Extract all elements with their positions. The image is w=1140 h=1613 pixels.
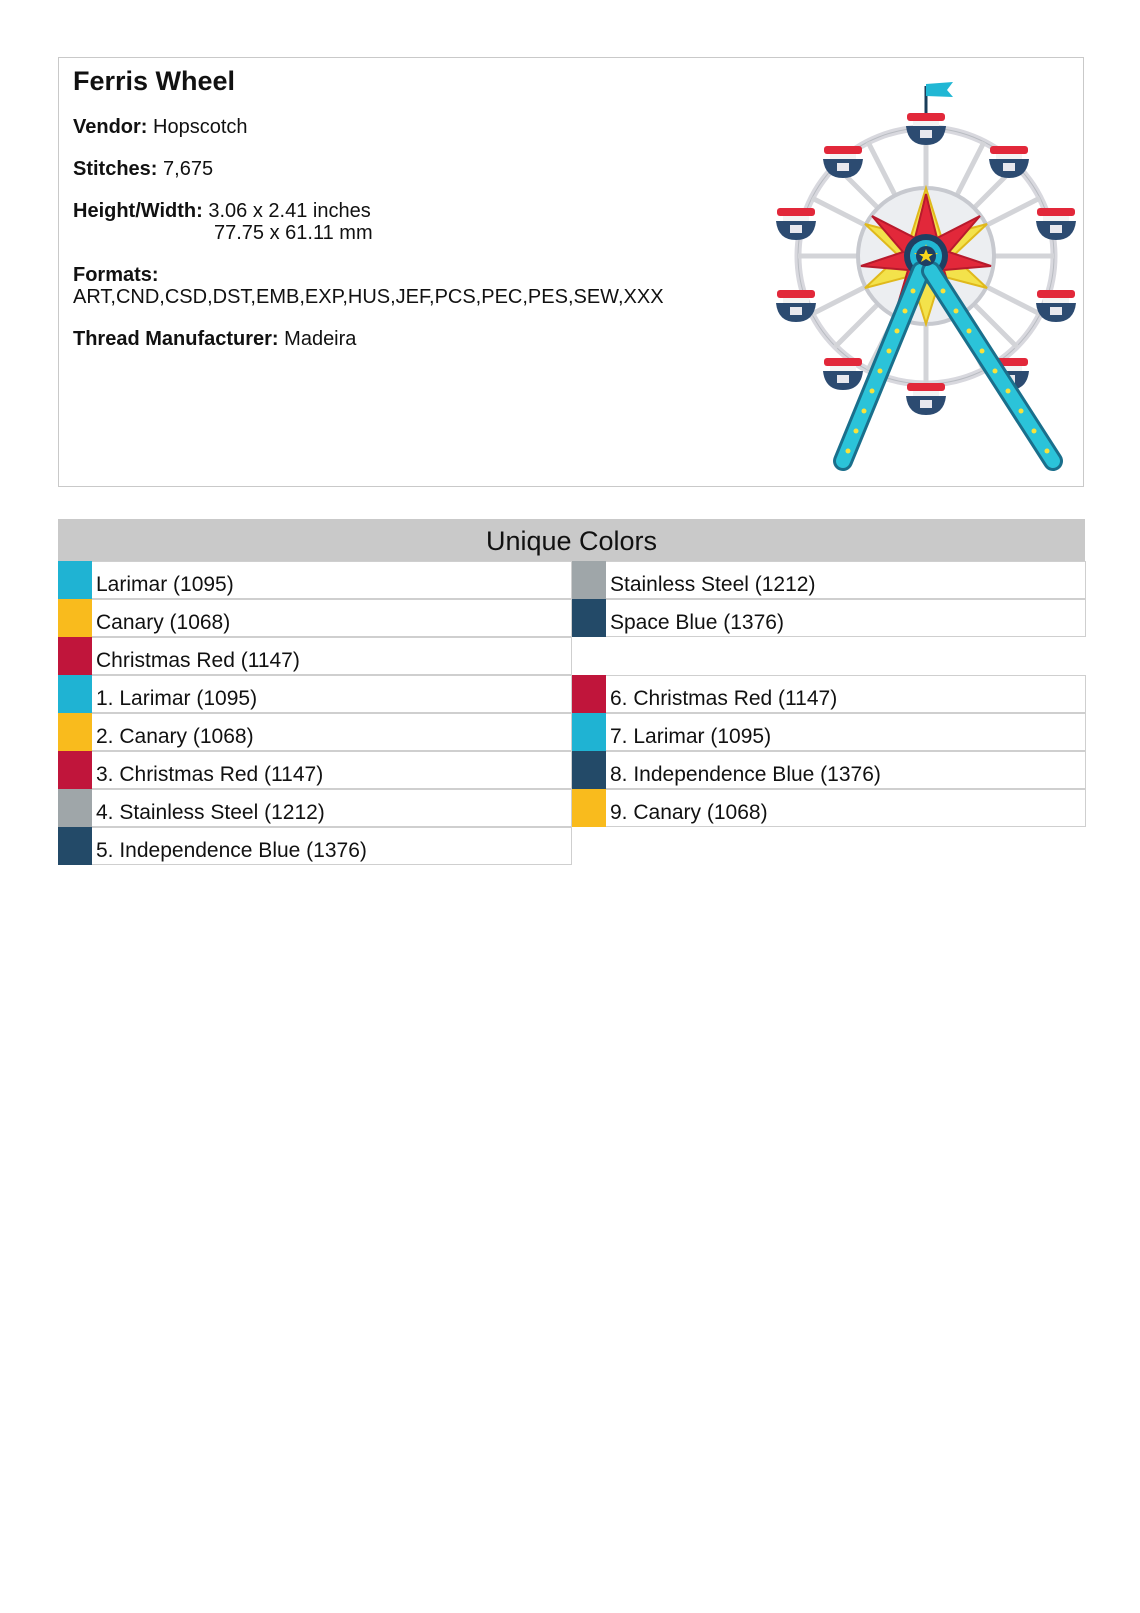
height-width-row — [73, 200, 373, 244]
color-label: Canary (1068) — [92, 599, 572, 637]
color-label: 9. Canary (1068) — [606, 789, 1086, 827]
height-width-inches: 3.06 x 2.41 inches — [208, 200, 371, 222]
color-label: Stainless Steel (1212) — [606, 561, 1086, 599]
vendor-value: Hopscotch — [153, 116, 248, 138]
color-grid — [58, 561, 1085, 871]
stitches-label: Stitches: — [73, 158, 158, 180]
color-row — [58, 599, 572, 637]
color-row — [572, 561, 1086, 599]
color-swatch — [572, 599, 606, 637]
unique-colors-panel — [58, 519, 1085, 871]
color-row — [572, 789, 1086, 827]
design-info-card — [58, 57, 1084, 487]
color-row — [58, 751, 572, 789]
color-label: Larimar (1095) — [92, 561, 572, 599]
color-row — [58, 713, 572, 751]
stitches-value: 7,675 — [163, 158, 214, 180]
color-label: Christmas Red (1147) — [92, 637, 572, 675]
color-row — [58, 561, 572, 599]
color-row — [572, 675, 1086, 713]
color-row — [572, 599, 1086, 637]
color-row — [58, 789, 572, 827]
color-label: 5. Independence Blue (1376) — [92, 827, 572, 865]
vendor-row — [73, 116, 248, 138]
color-label: 4. Stainless Steel (1212) — [92, 789, 572, 827]
color-label: 7. Larimar (1095) — [606, 713, 1086, 751]
color-swatch — [572, 675, 606, 713]
color-swatch — [572, 789, 606, 827]
color-row — [58, 827, 572, 865]
color-row — [58, 637, 572, 675]
formats-label: Formats: — [73, 264, 159, 286]
color-row — [572, 713, 1086, 751]
color-swatch — [58, 713, 92, 751]
color-label: 6. Christmas Red (1147) — [606, 675, 1086, 713]
thread-manufacturer-row — [73, 328, 356, 350]
color-swatch — [58, 827, 92, 865]
color-row — [572, 751, 1086, 789]
color-row — [58, 675, 572, 713]
color-swatch — [572, 751, 606, 789]
vendor-label: Vendor: — [73, 116, 148, 138]
color-label: 8. Independence Blue (1376) — [606, 751, 1086, 789]
thread-manufacturer-value: Madeira — [284, 328, 357, 350]
design-title: Ferris Wheel — [73, 66, 236, 96]
color-swatch — [58, 637, 92, 675]
color-label: 3. Christmas Red (1147) — [92, 751, 572, 789]
color-swatch — [58, 751, 92, 789]
height-width-label: Height/Width: — [73, 200, 203, 222]
color-label: 1. Larimar (1095) — [92, 675, 572, 713]
color-swatch — [58, 789, 92, 827]
stitches-row — [73, 158, 213, 180]
ferris-wheel-design-image — [761, 66, 1081, 476]
height-width-mm: 77.75 x 61.11 mm — [214, 222, 373, 244]
color-label: 2. Canary (1068) — [92, 713, 572, 751]
color-swatch — [58, 561, 92, 599]
formats-row — [73, 264, 664, 308]
thread-manufacturer-label: Thread Manufacturer: — [73, 328, 279, 350]
color-swatch — [572, 561, 606, 599]
color-swatch — [572, 713, 606, 751]
unique-colors-header: Unique Colors — [58, 519, 1085, 561]
color-swatch — [58, 675, 92, 713]
formats-list: ART,CND,CSD,DST,EMB,EXP,HUS,JEF,PCS,PEC,PES,SEW,XXX — [73, 286, 664, 308]
color-swatch — [58, 599, 92, 637]
color-label: Space Blue (1376) — [606, 599, 1086, 637]
